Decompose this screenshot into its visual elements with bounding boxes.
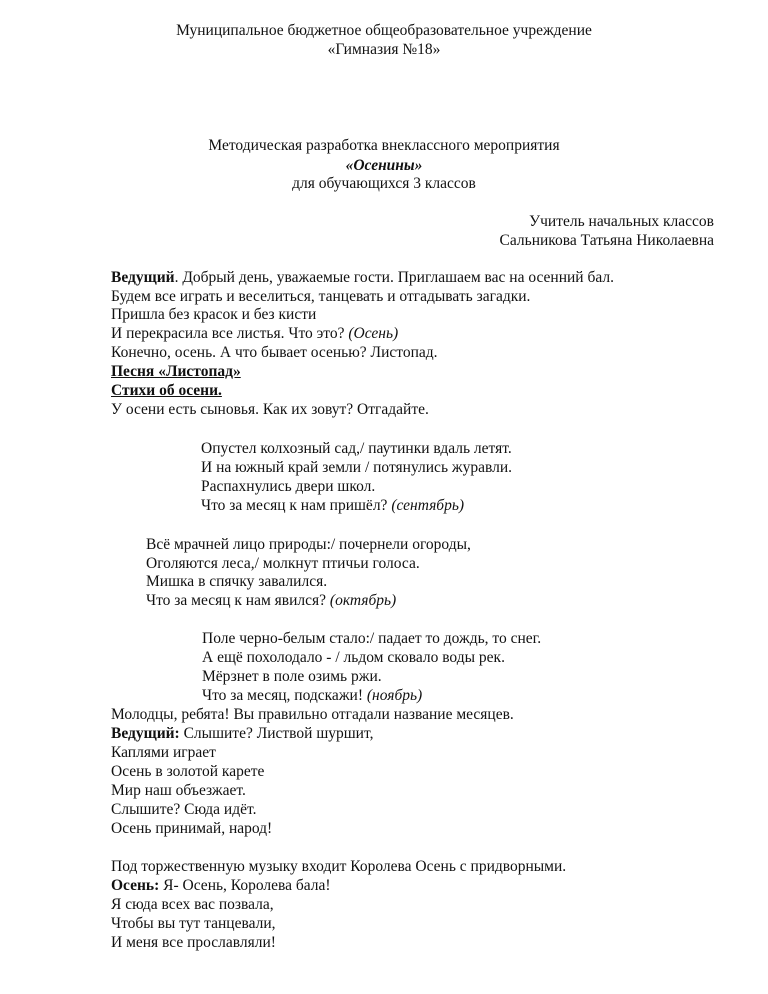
- host2-line-6: Осень принимай, народ!: [111, 820, 273, 837]
- host2-line-4: Мир наш объезжает.: [111, 782, 246, 799]
- answer-text: (сентябрь): [391, 497, 465, 514]
- riddle3-line-4: Что за месяц, подскажи! (ноябрь): [202, 687, 423, 704]
- author-role: Учитель начальных классов: [529, 213, 714, 230]
- autumn-line-4: И меня все прославляли!: [111, 934, 276, 951]
- intro-line-4: И перекрасила все листья. Что это? (Осень): [111, 325, 399, 342]
- riddle2-line-3: Мишка в спячку завалился.: [146, 573, 328, 590]
- header-school-name: «Гимназия №18»: [327, 41, 441, 58]
- intro-line-3: Пришла без красок и без кисти: [111, 306, 317, 323]
- autumn-line-1: Осень: Я- Осень, Королева бала!: [111, 877, 331, 894]
- header-institution: Муниципальное бюджетное общеобразовательное учреждение: [176, 22, 592, 39]
- intro-line-6: У осени есть сыновья. Как их зовут? Отгадайте.: [111, 401, 429, 418]
- host2-line-5: Слышите? Сюда идёт.: [111, 801, 257, 818]
- autumn-line-3: Чтобы вы тут танцевали,: [111, 915, 276, 932]
- speaker-label: Ведущий: [111, 269, 175, 286]
- riddle3-line-2: А ещё похолодало - / льдом сковало воды рек.: [202, 649, 505, 666]
- speaker-label: Осень:: [111, 877, 160, 894]
- host2-line-1: Ведущий: Слышите? Листвой шуршит,: [111, 725, 374, 742]
- intro-line-5: Конечно, осень. А что бывает осенью? Листопад.: [111, 344, 438, 361]
- riddle1-line-1: Опустел колхозный сад,/ паутинки вдаль летят.: [201, 440, 512, 457]
- title-line: Методическая разработка внеклассного мероприятия: [208, 137, 560, 154]
- autumn-line-2: Я сюда всех вас позвала,: [111, 896, 274, 913]
- riddle3-line-1: Поле черно-белым стало:/ падает то дождь, то снег.: [202, 630, 542, 647]
- intro-line-1: Ведущий. Добрый день, уважаемые гости. Приглашаем вас на осенний бал.: [111, 269, 614, 286]
- riddle2-line-2: Оголяются леса,/ молкнут птичьи голоса.: [146, 555, 420, 572]
- author-name: Сальникова Татьяна Николаевна: [499, 232, 714, 249]
- speaker-label: Ведущий:: [111, 725, 180, 742]
- song-heading: Песня «Листопад»: [111, 363, 241, 380]
- host2-line-3: Осень в золотой карете: [111, 763, 265, 780]
- praise-line: Молодцы, ребята! Вы правильно отгадали название месяцев.: [111, 706, 514, 723]
- riddle2-line-1: Всё мрачней лицо природы:/ почернели огороды,: [146, 536, 471, 553]
- poems-heading: Стихи об осени.: [111, 382, 222, 399]
- riddle1-line-4: Что за месяц к нам пришёл? (сентябрь): [201, 497, 465, 514]
- answer-text: (Осень): [348, 325, 399, 342]
- host2-line-2: Каплями играет: [111, 744, 216, 761]
- audience-line: для обучающихся 3 классов: [292, 175, 476, 192]
- riddle3-line-3: Мёрзнет в поле озимь ржи.: [202, 668, 382, 685]
- riddle1-line-3: Распахнулись двери школ.: [201, 478, 376, 495]
- riddle2-line-4: Что за месяц к нам явился? (октябрь): [146, 592, 397, 609]
- intro-line-2: Будем все играть и веселиться, танцевать и отгадывать загадки.: [111, 288, 531, 305]
- answer-text: (октябрь): [329, 592, 397, 609]
- answer-text: (ноябрь): [366, 687, 423, 704]
- event-title: «Осенины»: [345, 157, 423, 174]
- riddle1-line-2: И на южный край земли / потянулись журавли.: [201, 459, 512, 476]
- stage-direction: Под торжественную музыку входит Королева Осень с придворными.: [111, 858, 567, 875]
